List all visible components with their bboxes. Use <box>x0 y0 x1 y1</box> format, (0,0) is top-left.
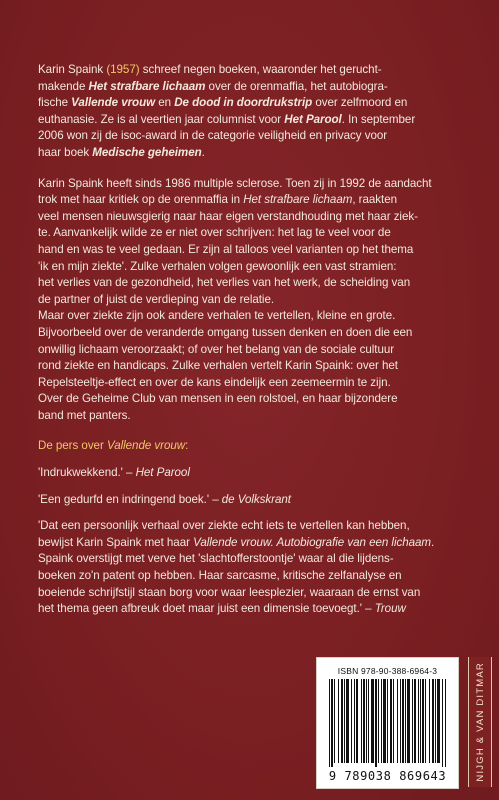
barcode-bar <box>390 679 392 763</box>
text-run: 'Een gedurfd en indringend boek.' – <box>38 492 222 506</box>
text-line <box>38 145 464 162</box>
text-line <box>38 225 464 242</box>
text-run: Vallende vrouw. Autobiografie van een lichaam <box>193 535 432 549</box>
text-run: Karin Spaink heeft sinds 1986 multiple sclerose. Toen zij in 1992 de aandacht <box>38 176 432 190</box>
text-run: De pers over <box>38 439 107 453</box>
text-run: over de orenmaffia, het autobiogra- <box>205 79 388 93</box>
text-run: (1957) <box>106 63 140 76</box>
text-run: Vallende vrouw <box>106 439 186 453</box>
barcode-bar <box>363 679 365 763</box>
author-bio <box>38 62 464 162</box>
barcode-bar <box>437 679 440 763</box>
text-run: trok met haar kritiek op de orenmaffia in <box>38 193 244 207</box>
text-run: Repelsteeltje-effect en over de kans eindelijk een zeemeermin te zijn. <box>38 375 391 389</box>
barcode-digits: 9 789038 869643 <box>328 769 447 783</box>
isbn-number: ISBN 978-90-388-6964-3 <box>337 666 438 676</box>
text-run: rond ziekte en handicaps. Zulke verhalen vertelt Karin Spaink: over het <box>38 359 398 373</box>
barcode-bar <box>344 679 345 763</box>
text-run: . <box>431 535 435 549</box>
barcode-bar <box>445 679 446 767</box>
barcode-icon <box>329 679 446 767</box>
text-run: schreef negen boeken, waaronder het gerucht- <box>139 63 382 76</box>
text-run: De dood in doordrukstrip <box>174 96 313 110</box>
text-line <box>38 585 464 602</box>
press-quote-trouw <box>38 518 464 618</box>
text-run: Spaink overstijgt met verve het 'slachtofferstoontje' waar al die lijdens- <box>38 552 394 566</box>
text-run: . <box>201 145 205 159</box>
text-run: boeiende schrijfstijl staan borg voor waar leesplezier, waaraan de ernst van <box>38 585 421 599</box>
text-run: : <box>185 439 189 453</box>
press-heading <box>38 438 464 455</box>
text-run: 'Indrukwekkend.' – <box>38 466 136 480</box>
text-run: Medische geheimen <box>92 145 202 159</box>
barcode-bar <box>338 679 339 763</box>
text-run: . In september <box>341 112 416 126</box>
text-line <box>38 325 464 342</box>
text-line <box>38 551 464 568</box>
text-run: Over de Geheime Club van mensen in een rolstoel, en haar bijzondere <box>38 392 398 406</box>
publisher-name: NIJGH & VAN DITMAR <box>474 662 486 782</box>
barcode-label <box>316 657 459 789</box>
text-line <box>38 601 464 618</box>
text-line <box>38 242 464 259</box>
text-run: de Volkskrant <box>221 492 291 506</box>
text-run: band met panters. <box>38 408 131 422</box>
text-line <box>38 308 464 325</box>
text-run: de partner of juist de verdieping van de relatie. <box>38 292 275 306</box>
text-line <box>38 358 464 375</box>
text-run: boeken zo'n patent op hebben. Haar sarcasme, kritische zelfanalyse en <box>38 569 402 583</box>
barcode-bar <box>346 679 349 763</box>
barcode-bar <box>429 679 430 763</box>
text-run: over zelfmoord en <box>312 96 408 110</box>
barcode-bar <box>368 679 369 763</box>
publisher-tab <box>468 657 492 787</box>
text-run: en <box>155 96 175 110</box>
barcode-bar <box>405 679 406 763</box>
text-run: Het Parool <box>284 112 342 126</box>
text-line <box>38 112 464 129</box>
barcode-bar <box>331 679 333 767</box>
book-description <box>38 176 464 425</box>
barcode-bar <box>387 679 388 763</box>
text-run: Karin Spaink <box>38 63 107 76</box>
barcode-bar <box>354 679 355 763</box>
text-run: fische <box>38 96 72 110</box>
text-line <box>38 79 464 96</box>
text-line <box>38 535 464 552</box>
barcode-bar <box>393 679 394 763</box>
text-run: Bijvoorbeeld over de veranderde omgang tussen denken en doen die een <box>38 325 413 339</box>
barcode-bar <box>397 679 398 763</box>
text-line <box>38 375 464 392</box>
barcode-bar <box>435 679 436 763</box>
text-line <box>38 95 464 112</box>
barcode-bar <box>361 679 362 763</box>
barcode-bar <box>366 679 367 763</box>
text-line <box>38 292 464 309</box>
barcode-bar <box>418 679 419 763</box>
text-run: Het strafbare lichaam <box>243 193 353 207</box>
barcode-bar <box>378 679 379 763</box>
text-line <box>38 192 464 209</box>
text-run: 'ik en mijn ziekte'. Zulke verhalen volgen gewoonlijk een vast stramien: <box>38 259 397 273</box>
barcode-bar <box>329 679 330 767</box>
text-line <box>38 259 464 276</box>
text-run: makende <box>38 79 89 93</box>
text-run: Het strafbare lichaam <box>88 79 206 93</box>
barcode-bar <box>420 679 421 763</box>
text-line <box>38 408 464 425</box>
text-line <box>38 209 464 226</box>
barcode-bar <box>425 679 426 763</box>
barcode-bar <box>400 679 401 763</box>
barcode-bar <box>381 679 382 763</box>
text-run: veel mensen nieuwsgierig naar haar eigen verstandhouding met haar ziek- <box>38 209 418 223</box>
text-line <box>38 128 464 145</box>
text-run: het verlies van de gezondheid, het verlies van het werk, de scheiding van <box>38 276 411 290</box>
barcode-bar <box>402 679 404 763</box>
barcode-bar <box>334 679 335 763</box>
barcode-bar <box>375 679 377 767</box>
text-run: , raakten <box>352 193 397 207</box>
text-run: 'Dat een persoonlijk verhaal over ziekte echt iets te vertellen kan hebben, <box>38 519 410 533</box>
text-line <box>38 518 464 535</box>
barcode-bar <box>407 679 410 763</box>
text-run: Maar over ziekte zijn ook andere verhalen te vertellen, kleine en grote. <box>38 309 396 323</box>
text-run: euthanasie. Ze is al veertien jaar columnist voor <box>38 112 285 126</box>
barcode-bar <box>383 679 386 763</box>
text-run: Vallende vrouw <box>71 96 156 110</box>
text-line <box>38 391 464 408</box>
barcode-bar <box>351 679 352 763</box>
text-run: te. Aanvankelijk wilde ze er niet over schrijven: het lag te veel voor de <box>38 226 391 240</box>
cover-text <box>38 62 464 618</box>
text-line <box>38 342 464 359</box>
text-line <box>38 275 464 292</box>
text-run: bewijst Karin Spaink met haar <box>38 535 194 549</box>
text-run: 2006 won zij de isoc-award in de categorie veiligheid en privacy voor <box>38 129 388 143</box>
barcode-bar <box>422 679 424 763</box>
press-quote-het-parool <box>38 465 464 482</box>
barcode-bar <box>432 679 434 763</box>
text-line <box>38 568 464 585</box>
barcode-bar <box>371 679 374 763</box>
barcode-bar <box>356 679 358 763</box>
press-quote-volkskrant <box>38 492 464 509</box>
text-run: Het Parool <box>135 466 190 480</box>
text-run: het thema geen afbreuk doet maar juist een dimensie toevoegt.' – <box>38 602 375 616</box>
barcode-bar <box>442 679 443 767</box>
text-run: hand en was te veel gedaan. Er zijn al talloos veel varianten op het thema <box>38 242 414 256</box>
text-line <box>38 176 464 193</box>
text-run: Trouw <box>374 602 406 616</box>
text-run: haar boek <box>38 145 93 159</box>
barcode-bar <box>412 679 413 763</box>
barcode-bar <box>414 679 416 763</box>
barcode-bar <box>341 679 343 763</box>
text-run: onwillig lichaam veroorzaakt; of over het belang van de sociale cultuur <box>38 342 395 356</box>
text-line <box>38 62 464 79</box>
